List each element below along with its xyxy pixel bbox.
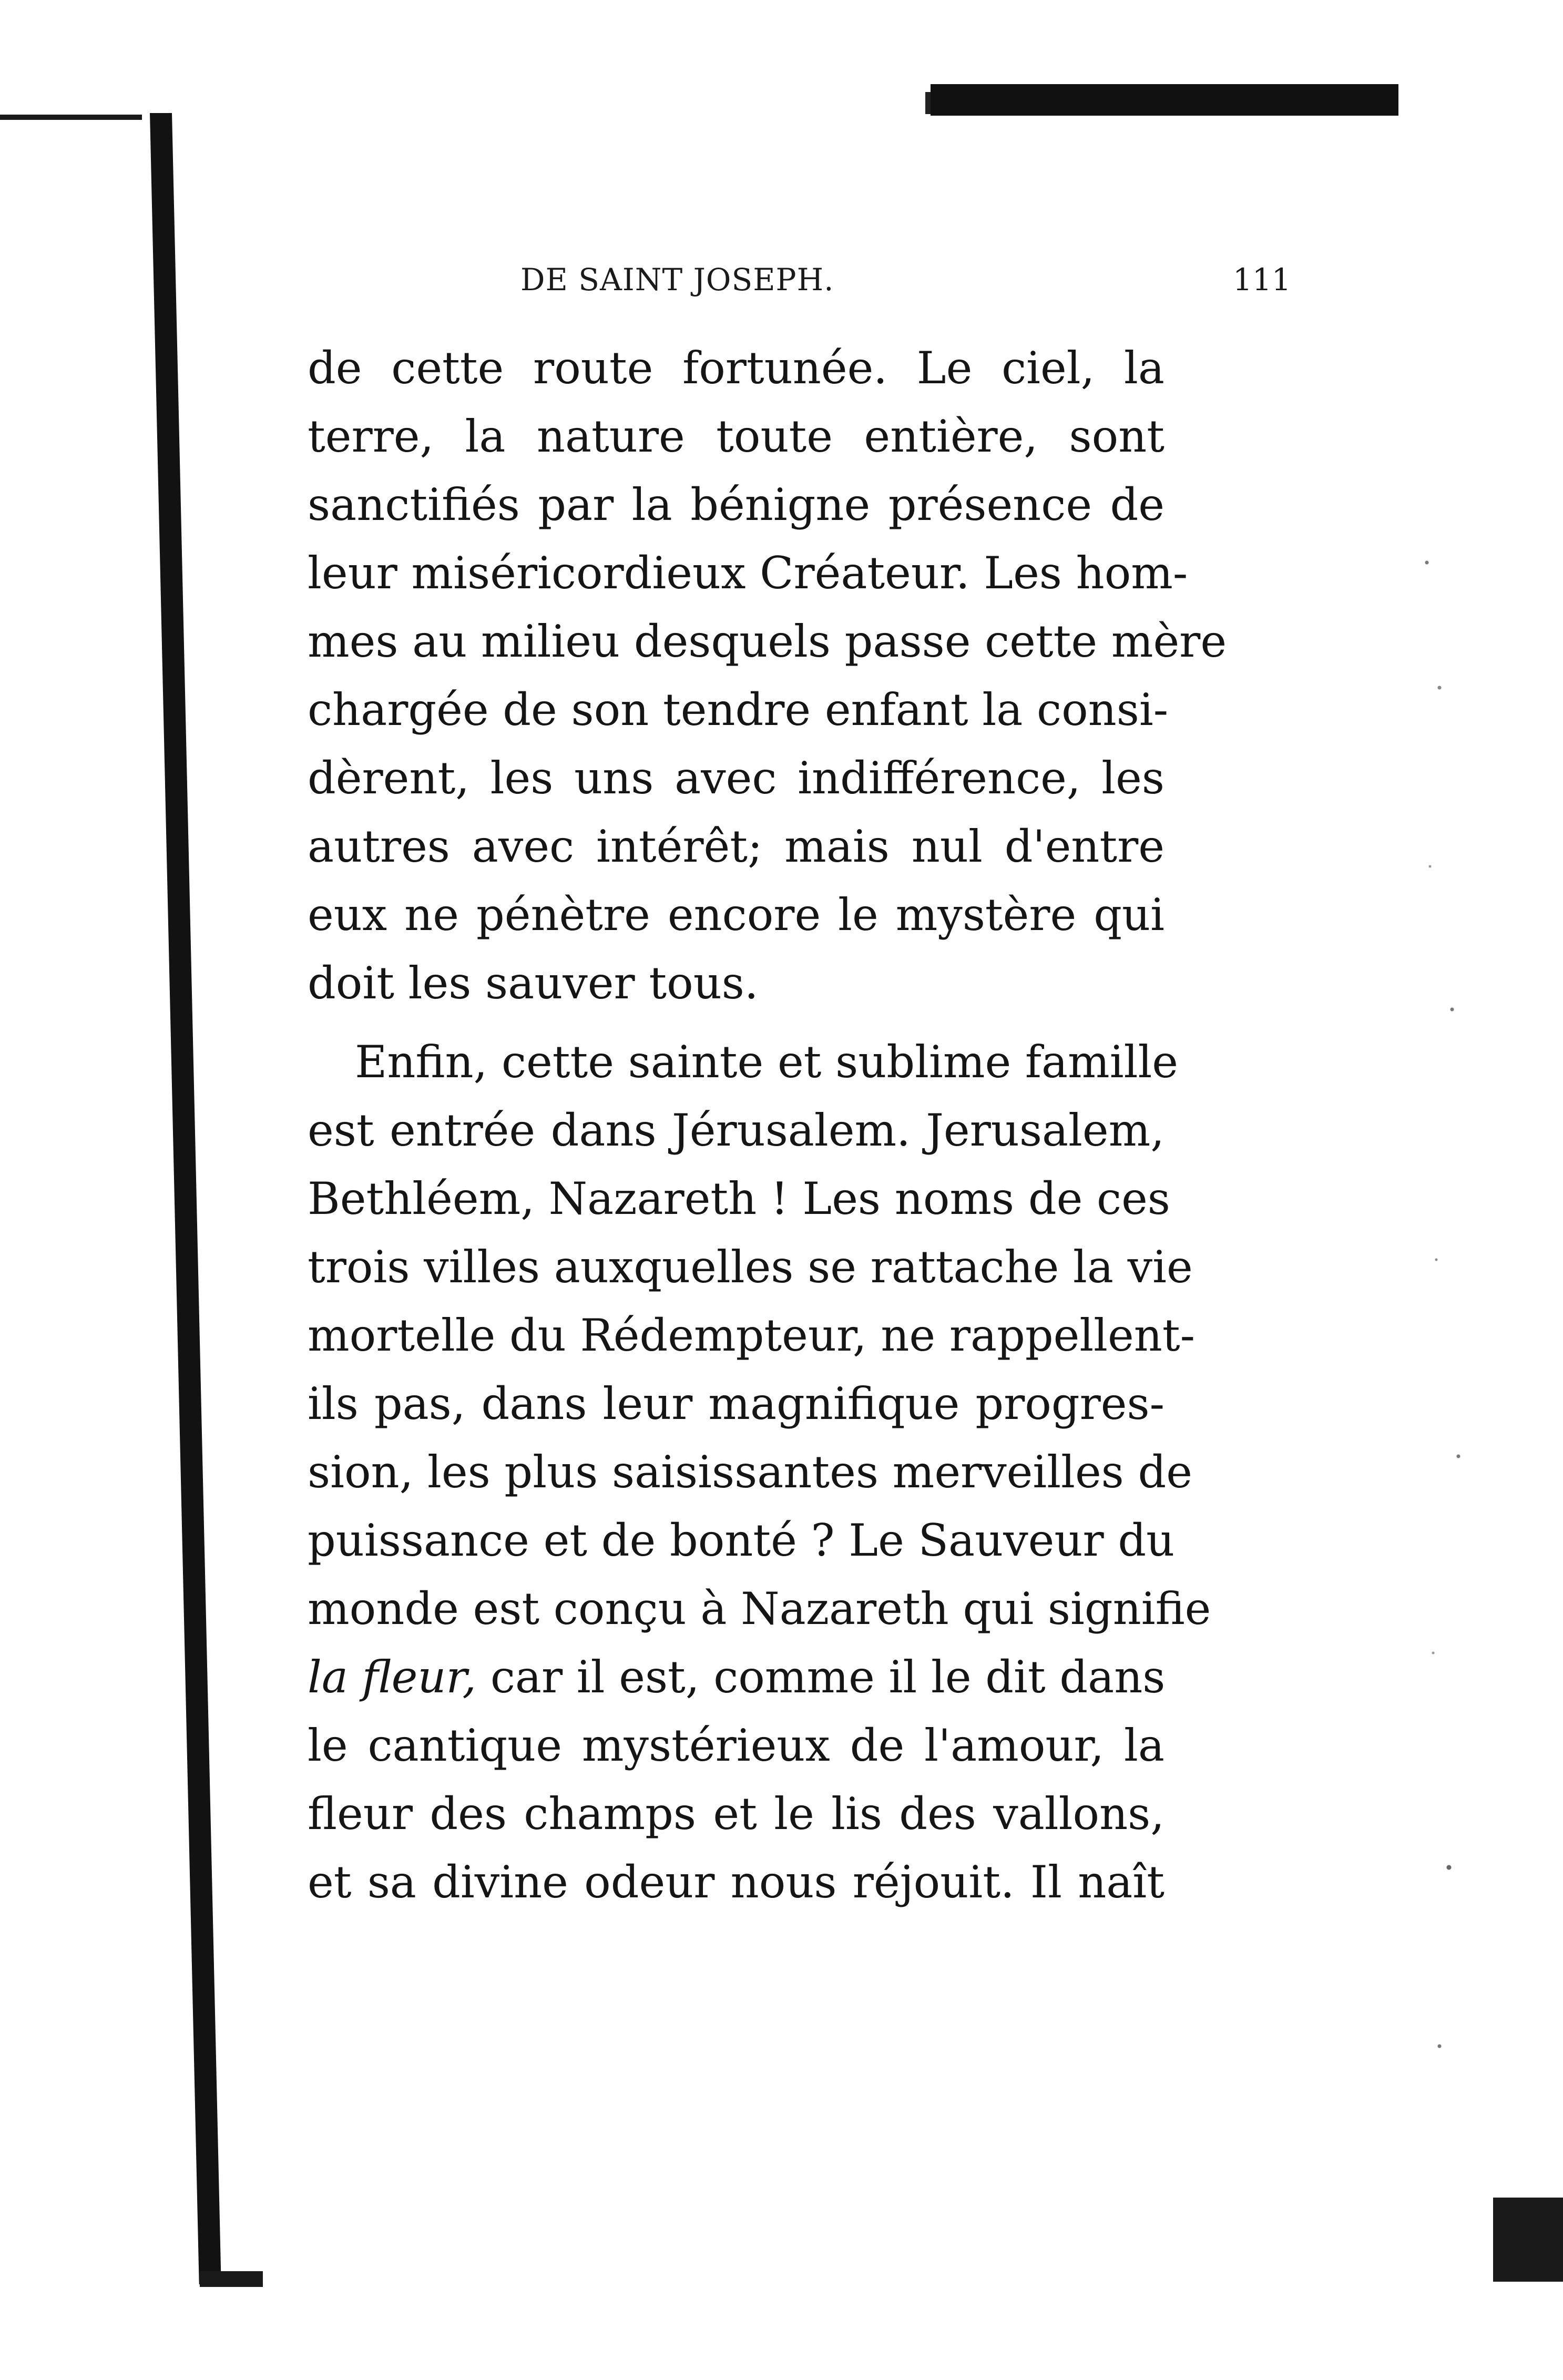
binding-edge-foot — [200, 2271, 263, 2287]
text-line: ils pas, dans leur magnifique progres- — [308, 1378, 1164, 1429]
text-line: monde est conçu à Nazareth qui signifie — [308, 1583, 1211, 1635]
text-line: de cette route fortunée. Le ciel, la — [308, 342, 1164, 394]
text-line: terre, la nature toute entière, sont — [308, 411, 1164, 462]
scan-edge-top-left — [0, 115, 142, 120]
text-line: fleur des champs et le lis des vallons, — [308, 1788, 1164, 1840]
text-line: sion, les plus saisissantes merveilles de — [308, 1446, 1192, 1498]
italic-phrase: la fleur, — [308, 1651, 477, 1703]
text-line: mortelle du Rédempteur, ne rappellent- — [308, 1310, 1195, 1361]
text-line: Bethléem, Nazareth ! Les noms de ces — [308, 1173, 1170, 1224]
scan-edge-top-mark — [925, 92, 931, 114]
text-line: est entrée dans Jérusalem. Jerusalem, — [308, 1105, 1164, 1156]
text-line: autres avec intérêt; mais nul d'entre — [308, 821, 1164, 872]
text-line: dèrent, les uns avec indifférence, les — [308, 752, 1164, 804]
text-line: sanctifiés par la bénigne présence de — [308, 479, 1164, 530]
text-line: leur miséricordieux Créateur. Les hom- — [308, 547, 1188, 599]
scan-specks-right — [1414, 473, 1477, 2261]
text-line: eux ne pénètre encore le mystère qui — [308, 889, 1164, 941]
running-head-title: DE SAINT JOSEPH. — [520, 262, 834, 298]
italic-line-rest: car il est, comme il le dit dans — [476, 1651, 1166, 1703]
paragraph-1 — [308, 334, 1227, 1017]
text-line: et sa divine odeur nous réjouit. Il naît — [308, 1856, 1164, 1908]
text-line: mes au milieu desquels passe cette mère — [308, 616, 1227, 667]
text-line-italic — [308, 1643, 1164, 1711]
text-line: doit les sauver tous. — [308, 957, 759, 1009]
binding-edge-shadow — [150, 113, 221, 2284]
page-number: 111 — [1233, 262, 1291, 298]
text-line: Enfin, cette sainte et sublime famille — [355, 1036, 1179, 1088]
scan-edge-top-bar — [931, 84, 1398, 116]
text-line: le cantique mystérieux de l'amour, la — [308, 1720, 1164, 1771]
text-line: trois villes auxquelles se rattache la vie — [308, 1241, 1193, 1293]
text-line: chargée de son tendre enfant la consi- — [308, 684, 1169, 736]
paragraph-2 — [308, 1028, 1211, 1916]
scan-corner-shadow — [1493, 2198, 1563, 2282]
text-line: puissance et de bonté ? Le Sauveur du — [308, 1515, 1175, 1566]
